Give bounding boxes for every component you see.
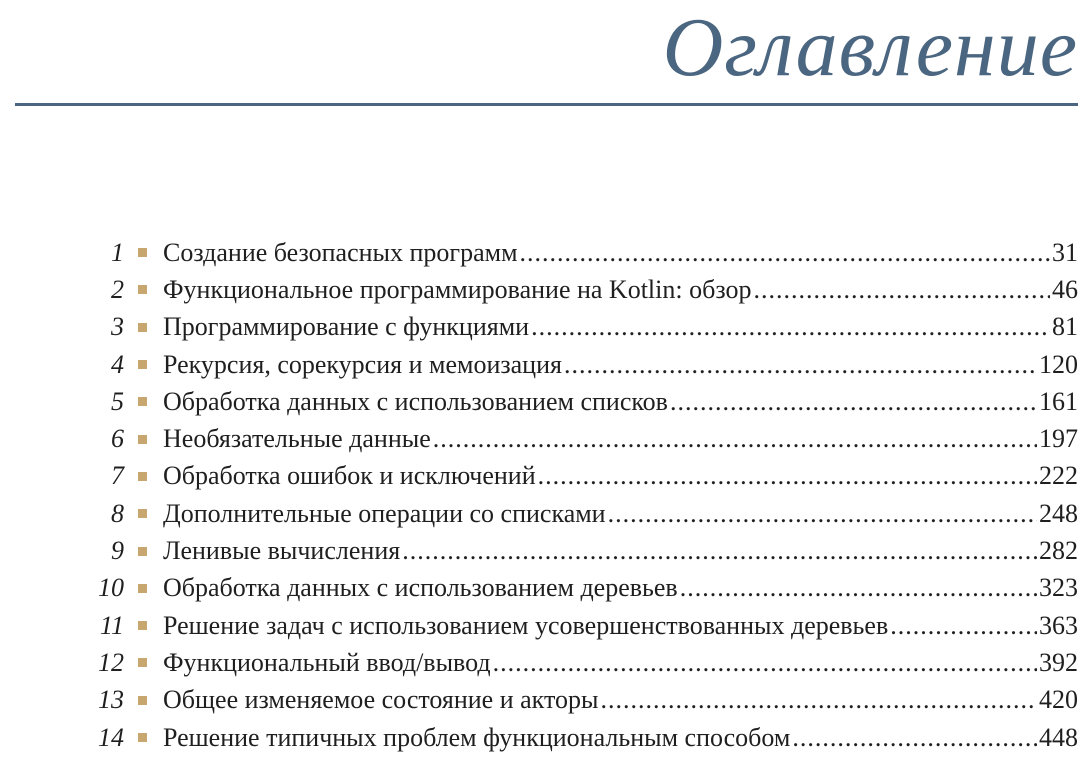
page-number[interactable]: 363	[1039, 610, 1078, 640]
toc-entry[interactable]	[0, 570, 1078, 607]
page-number[interactable]: 31	[1052, 237, 1078, 267]
chapter-number: 2	[111, 274, 124, 304]
page-number[interactable]: 420	[1039, 685, 1078, 715]
toc-entry[interactable]	[0, 532, 1078, 569]
dot-leader	[600, 682, 1037, 719]
dot-leader	[493, 644, 1037, 681]
square-bullet-icon	[138, 435, 147, 444]
chapter-number: 12	[98, 647, 124, 677]
dot-leader	[680, 570, 1037, 607]
dot-leader	[531, 309, 1050, 346]
page-number[interactable]: 282	[1039, 536, 1078, 566]
chapter-title[interactable]: Решение типичных проблем функциональным способом	[163, 722, 791, 752]
dot-leader	[564, 346, 1037, 383]
toc-entry[interactable]	[0, 420, 1078, 457]
square-bullet-icon	[138, 509, 147, 518]
toc-entry[interactable]	[0, 346, 1078, 383]
chapter-number: 4	[111, 349, 124, 379]
page-number[interactable]: 448	[1039, 722, 1078, 752]
dot-leader	[890, 607, 1037, 644]
chapter-title[interactable]: Обработка данных с использованием списков	[163, 386, 668, 416]
page-number[interactable]: 46	[1052, 274, 1078, 304]
table-of-contents	[0, 234, 1078, 756]
square-bullet-icon	[138, 285, 147, 294]
dot-leader	[753, 271, 1050, 308]
page-number[interactable]: 81	[1052, 312, 1078, 342]
dot-leader	[792, 719, 1037, 756]
toc-entry[interactable]	[0, 309, 1078, 346]
toc-entry[interactable]	[0, 234, 1078, 271]
page-number[interactable]: 248	[1039, 498, 1078, 528]
page-number[interactable]: 161	[1039, 386, 1078, 416]
square-bullet-icon	[138, 621, 147, 630]
toc-entry[interactable]	[0, 458, 1078, 495]
dot-leader	[670, 383, 1037, 420]
chapter-title[interactable]: Общее изменяемое состояние и акторы	[163, 685, 599, 715]
chapter-title[interactable]: Создание безопасных программ	[163, 237, 518, 267]
page-number[interactable]: 323	[1039, 573, 1078, 603]
chapter-number: 6	[111, 424, 124, 454]
chapter-title[interactable]: Необязательные данные	[163, 424, 431, 454]
toc-entry[interactable]	[0, 682, 1078, 719]
page-number[interactable]: 222	[1039, 461, 1078, 491]
square-bullet-icon	[138, 397, 147, 406]
chapter-title[interactable]: Рекурсия, сорекурсия и мемоизация	[163, 349, 562, 379]
page-number[interactable]: 197	[1039, 424, 1078, 454]
page-number[interactable]: 392	[1039, 647, 1078, 677]
chapter-title[interactable]: Обработка данных с использованием деревьев	[163, 573, 678, 603]
chapter-number: 3	[111, 312, 124, 342]
page-title: Оглавление	[662, 1, 1078, 94]
chapter-title[interactable]: Решение задач с использованием усовершенствованных деревьев	[163, 610, 889, 640]
dot-leader	[538, 458, 1037, 495]
chapter-title[interactable]: Ленивые вычисления	[163, 536, 401, 566]
dot-leader	[402, 532, 1037, 569]
chapter-number: 10	[98, 573, 124, 603]
chapter-number: 9	[111, 536, 124, 566]
dot-leader	[520, 234, 1050, 271]
chapter-title[interactable]: Функциональный ввод/вывод	[163, 647, 491, 677]
chapter-number: 14	[98, 722, 124, 752]
square-bullet-icon	[138, 248, 147, 257]
square-bullet-icon	[138, 584, 147, 593]
square-bullet-icon	[138, 323, 147, 332]
toc-entry[interactable]	[0, 719, 1078, 756]
title-divider	[15, 103, 1078, 106]
chapter-number: 7	[111, 461, 124, 491]
chapter-number: 8	[111, 498, 124, 528]
square-bullet-icon	[138, 360, 147, 369]
chapter-title[interactable]: Обработка ошибок и исключений	[163, 461, 536, 491]
square-bullet-icon	[138, 733, 147, 742]
toc-entry[interactable]	[0, 644, 1078, 681]
chapter-number: 13	[98, 685, 124, 715]
toc-entry[interactable]	[0, 607, 1078, 644]
chapter-number: 11	[99, 610, 124, 640]
chapter-title[interactable]: Функциональное программирование на Kotlin: обзор	[163, 274, 752, 304]
square-bullet-icon	[138, 547, 147, 556]
toc-entry[interactable]	[0, 495, 1078, 532]
page-number[interactable]: 120	[1039, 349, 1078, 379]
square-bullet-icon	[138, 658, 147, 667]
chapter-title[interactable]: Программирование с функциями	[163, 312, 530, 342]
square-bullet-icon	[138, 472, 147, 481]
toc-entry[interactable]	[0, 383, 1078, 420]
chapter-number: 5	[111, 386, 124, 416]
dot-leader	[608, 495, 1037, 532]
dot-leader	[433, 420, 1037, 457]
chapter-number: 1	[111, 237, 124, 267]
toc-entry[interactable]	[0, 271, 1078, 308]
square-bullet-icon	[138, 696, 147, 705]
chapter-title[interactable]: Дополнительные операции со списками	[163, 498, 606, 528]
